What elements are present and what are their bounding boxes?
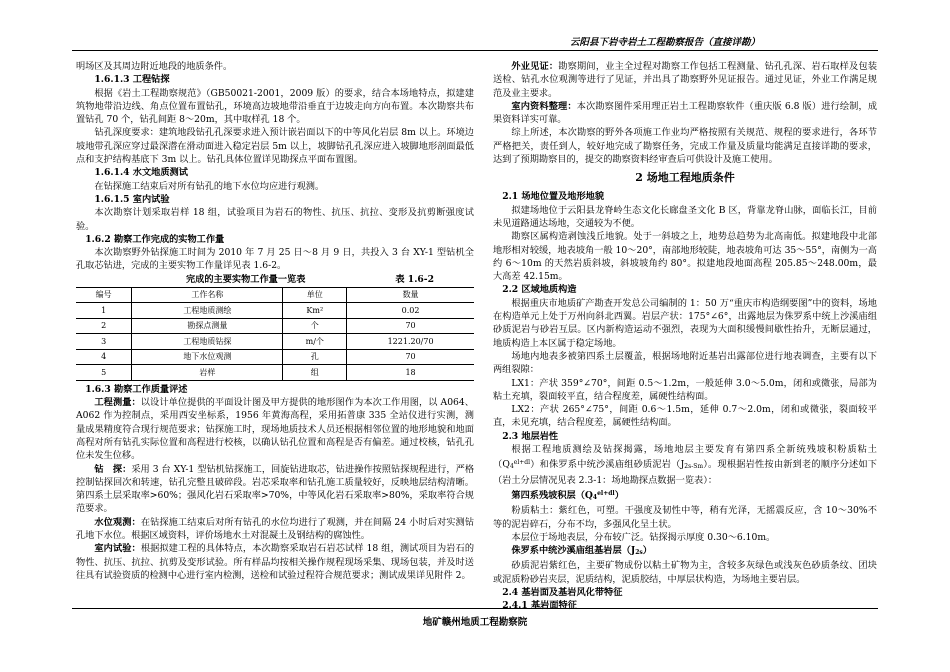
paragraph [493, 443, 877, 487]
paragraph: 本次勘察野外钻探施工时间为 2010 年 7 月 25 日～8 月 9 日，共投入 3 台 XY-1 型钻机全孔取芯钻进，完成的主要实物工作量详见表 1.6-2。 [76, 247, 474, 272]
table-row [76, 318, 474, 334]
paragraph [76, 516, 474, 543]
paragraph-lead: 室内试验： [94, 543, 141, 555]
paragraph-text: ）。现根据岩性按由新到老的顺序分述如下（岩土分层情况见表 2.3-1：场地勘探点数据一览表）： [493, 459, 877, 486]
formula-subscript: 4 [592, 493, 598, 501]
workload-table [76, 287, 474, 381]
section-heading-2-1: 2.1 场地位置及地形地貌 [502, 191, 605, 203]
table-row [76, 365, 474, 381]
heading-text: 第四系残坡积层（Q [511, 489, 593, 501]
paragraph: 粉质粘土：紫红色，可塑。干强度及韧性中等，稍有光泽，无摇震反应，含 10～30%不等的泥岩碎石，分布不均，多强风化呈土状。 [493, 505, 877, 530]
left-column [76, 60, 474, 582]
table-cell: 组 [283, 365, 347, 381]
column-header: 单位 [283, 287, 347, 303]
section-heading-2-4: 2.4 基岩面及基岩风化带特征 [502, 586, 623, 598]
table-number: 表 1.6-2 [395, 273, 434, 285]
paragraph-lead: 外业见证： [511, 61, 559, 72]
paragraph-text: 以设计单位提供的平面设计图及甲方提供的地形图作为本次工作用图，以 A064、A062 作为控制点，采用西安坐标系，1956 年黄海高程，采用拓普康 335 全站仪进行实测，测量成果精度符合现行规范要求；钻探施工时，现场地质技术人员还根据相邻位置的地形地貌和地面高程对所有钻孔实际位置和高程进行校核，以确认钻孔位置和高程是否有偏差。通过校核，钻孔孔位未发生位移。 [76, 397, 474, 462]
paragraph [76, 463, 474, 516]
paragraph-text: 采用 3 台 XY-1 型钻机钻探施工，回旋钻进取芯，钻进操作按照钻探规程进行，严格控制钻探回次和转速，钻孔完整且破碎段。岩芯采取率和钻孔施工质量较好，反映地层结构清晰。第四系土层采取率>60%；强风化岩石采取率>70%，中等风化岩石采取率>80%，采取率符合规范要求。 [76, 463, 475, 515]
table-caption: 完成的主要实物工作量一览表 [186, 273, 306, 285]
paragraph [76, 396, 474, 462]
chapter-heading-2: 2 场地工程地质条件 [635, 171, 735, 185]
paragraph-text: 根据拟建工程的具体特点，本次勘察采取岩石岩芯试样 18 组，测试项目为岩石的物性、抗压、抗拉、抗剪及变形试验。所有样品均按相关操作规程现场采集、现场包装，并及时送往具有试验资质的检测中心进行室内检测，送检和试验过程符合规范要求；测试成果详见附件 2。 [76, 543, 475, 581]
table-cell: 2 [76, 318, 132, 334]
heading-text: ） [614, 489, 624, 501]
formula-superscript: el+dl [597, 489, 615, 497]
table-cell: 18 [347, 365, 474, 381]
paragraph: 场地内地表多被第四系土层覆盖，根据场地附近基岩出露部位进行地表调查，主要有以下两组裂隙： [493, 350, 877, 376]
paragraph-lead: 钻 探： [94, 463, 132, 475]
paragraph: 勘察区属构造剥蚀浅丘地貌。处于一斜坡之上，地势总趋势为北高南低。拟建地段中北部地形相对较缓，地表坡角一般 10～20°，南部地形较陡，地表坡角可达 35～55°，南侧为一高约 6～10m 的天然岩质斜坡，斜坡坡角约 80°。拟建地段地面高程 205.85～248.00m，最大高差 42.15m。 [493, 231, 877, 283]
footer-rule [72, 608, 878, 609]
section-heading-1-6-3: 1.6.3 勘察工作质量评述 [85, 383, 188, 395]
paragraph-lead: 室内资料整理： [511, 100, 577, 112]
paragraph [493, 60, 877, 100]
column-header: 编号 [76, 287, 132, 303]
table-cell: 70 [347, 318, 474, 334]
paragraph-text: 在钻探施工结束后对所有钻孔的水位均进行了观测，并在间隔 24 小时后对实测钻孔地下水位。根据区域资料，评价场地水土对混凝土及钢结构的腐蚀性。 [76, 516, 475, 542]
paragraph-text: 本次勘察图件采用理正岩土工程勘察软件（重庆版 6.8 版）进行绘制，成果资料详实可靠。 [493, 100, 878, 126]
section-heading-2-4-1: 2.4.1 基岩面特征 [502, 600, 577, 612]
paragraph: 本层位于场地表层，分布较广泛。钻探揭示厚度 0.30～6.10m。 [511, 531, 776, 543]
section-heading-2-3: 2.3 地层岩性 [502, 430, 559, 442]
paragraph: 本次勘察计划采取岩样 18 组，试验项目为岩石的物性、抗压、抗拉、变形及抗剪断强度试验。 [76, 207, 474, 232]
paragraph: 根据重庆市地质矿产勘查开发总公司编制的 1：50 万“重庆市构造纲要图”中的资料，场地在构造单元上处于万州向斜北西翼。岩层产状：175°∠6°，出露地层为侏罗系中统上沙溪庙组砂质泥岩与砂岩互层。区内新构造运动不强烈，表现为大面积缓慢间歇性抬升，无断层通过，地质构造上本区属于稳定场地。 [493, 297, 877, 349]
formula-superscript: el+dl [513, 459, 531, 467]
paragraph: LX1：产状 359°∠70°，间距 0.5～1.2m，一般延伸 3.0～5.0m，闭和或微张，局部为粘土充填，裂面较平直，结合程度差，属硬性结构面。 [493, 377, 877, 402]
paragraph: 明场区及其周边附近地段的地质条件。 [76, 61, 233, 72]
table-row [76, 303, 474, 319]
paragraph-lead: 水位观测： [94, 516, 141, 528]
section-heading-1-6-1-4: 1.6.1.4 水文地质测试 [94, 167, 188, 179]
table-cell: m/个 [283, 334, 347, 350]
table-cell: 1 [76, 303, 132, 319]
page-footer: 地矿赣州地质工程勘察院 [422, 617, 528, 628]
table-cell: 5 [76, 365, 132, 381]
paragraph: 根据《岩土工程勘察规范》（GB50021-2001，2009 版）的要求，结合本场地特点，拟建建筑物地带沿边线、角点位置布置钻孔，环境高边坡地带沿垂直于边坡走向方向布置。本次勘察共布置钻孔 70 个，钻孔间距 8～20m，其中取样孔 18 个。 [76, 87, 474, 126]
formula-subscript: 2s-Sm [684, 463, 704, 471]
table-cell: 4 [76, 349, 132, 365]
paragraph-text: 根据工程地质测绘及钻探揭露，场地地层主要发育有第四系全新统残坡积粉质粘土（Q [493, 444, 877, 471]
paragraph: LX2：产状 265°∠75°，间距 0.6～1.5m，延伸 0.7～2.0m，闭和或微张，裂面较平直，未见充填，结合程度差，属硬性结构面。 [493, 404, 877, 429]
table-row [76, 349, 474, 365]
paragraph-lead: 工程测量： [94, 397, 141, 409]
table-cell: 3 [76, 334, 132, 350]
table-cell: 勘探点测量 [132, 318, 283, 334]
table-cell: 个 [283, 318, 347, 334]
paragraph [493, 100, 877, 127]
stratum-heading-q4 [493, 487, 877, 504]
paragraph: 拟建场地位于云阳县龙脊岭生态文化长廊盘圣文化 B 区，背靠龙脊山脉，面临长江，目前未见道路通达场地，交通较为不便。 [493, 204, 877, 229]
paragraph-text: ）和侏罗系中统沙溪庙组砂质泥岩（J [530, 459, 685, 471]
table-cell: 岩样 [132, 365, 283, 381]
table-caption-row [76, 273, 474, 287]
table-cell: 工程地质测绘 [132, 303, 283, 319]
paragraph: 在钻探施工结束后对所有钻孔的地下水位均应进行观测。 [94, 180, 325, 192]
formula-subscript: 4 [509, 463, 514, 471]
report-title: 云阳县下岩寺岩土工程勘察报告（直接详勘） [569, 37, 760, 48]
table-cell: 1221.20/70 [347, 334, 474, 350]
column-header: 数量 [347, 287, 474, 303]
table-cell: 70 [347, 349, 474, 365]
table-row [76, 334, 474, 350]
table-cell: 0.02 [347, 303, 474, 319]
section-heading-1-6-2: 1.6.2 勘察工作完成的实物工作量 [85, 233, 225, 245]
table-cell: 地下水位观测 [132, 349, 283, 365]
right-column [493, 60, 877, 613]
column-header: 工作名称 [132, 287, 283, 303]
heading-text: ） [642, 545, 652, 557]
paragraph [76, 542, 474, 582]
paragraph: 砂质泥岩紫红色，主要矿物成份以粘土矿物为主，含较多灰绿色或浅灰色砂质条纹、团块或泥质粉砂岩夹层，泥质结构，泥质胶结，中厚层状构造，为场地主要岩层。 [493, 560, 877, 585]
heading-text: 侏罗系中统沙溪庙组基岩层（J [511, 545, 636, 557]
formula-subscript: 2s [635, 549, 643, 557]
section-heading-1-6-1-3: 1.6.1.3 工程钻探 [94, 74, 170, 86]
stratum-heading-j2 [493, 544, 877, 559]
table-cell: Km² [283, 303, 347, 319]
table-header-row [76, 287, 474, 303]
paragraph: 综上所述，本次勘察的野外各项施工作业均严格按照有关规范、规程的要求进行，各环节严格把关，责任到人，较好地完成了勘察任务，完成工作量及质量均能满足直接详勘的要求，达到了预期勘察目的，提交的勘察资料经审查后可供设计及施工使用。 [493, 127, 877, 166]
section-heading-1-6-1-5: 1.6.1.5 室内试验 [94, 193, 170, 205]
section-heading-2-2: 2.2 区域地质构造 [502, 284, 577, 296]
table-cell: 工程地质钻探 [132, 334, 283, 350]
page-header [72, 28, 878, 51]
paragraph: 钻孔深度要求：建筑地段钻孔孔深要求进入预计嵌岩面以下的中等风化岩层 8m 以上。环境边坡地带孔深应穿过最深潜在滑动面进入稳定岩层 5m 以上，坡脚钻孔孔深应进入坡脚地形剖面最低点和支护结构基底下 3m 以上。钻孔具体位置详见勘探点平面布置图。 [76, 127, 474, 166]
paragraph-text: 勘察期间，业主全过程对勘察工作包括工程测量、钻孔孔深、岩石取样及包装送检、钻孔水位观测等进行了见证，并出具了勘察野外见证报告。通过见证，外业工作满足规范及业主要求。 [493, 61, 878, 99]
table-cell: 孔 [283, 349, 347, 365]
